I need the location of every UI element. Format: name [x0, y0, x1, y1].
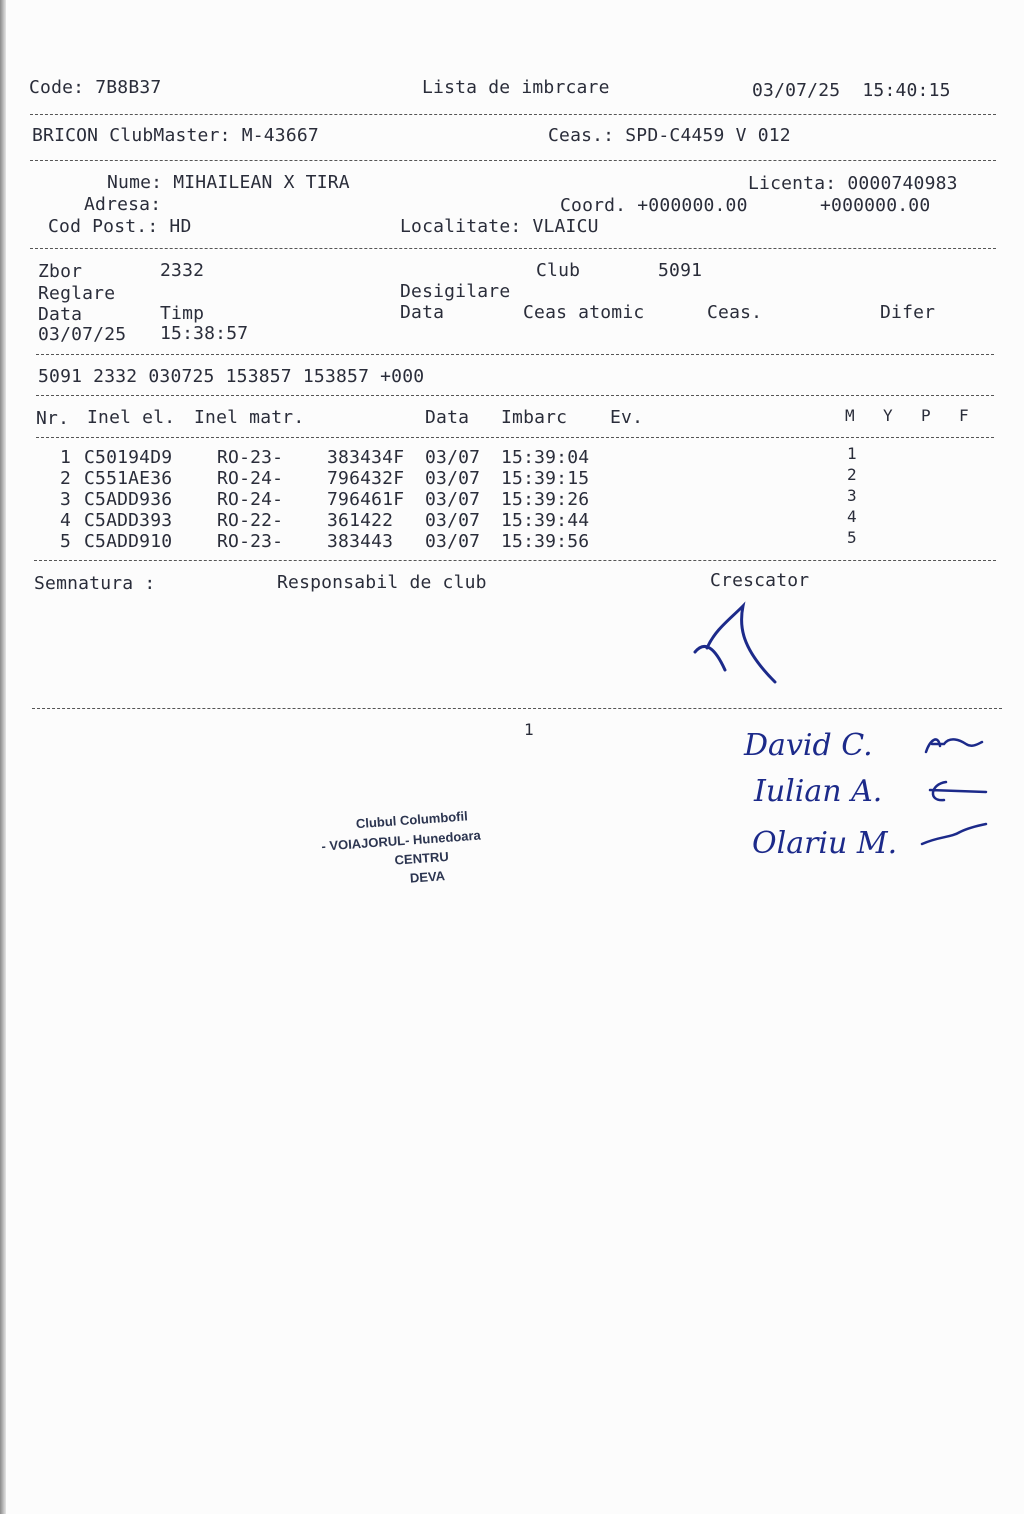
flight-number: 2332 — [160, 260, 205, 281]
row-inel-el: C50194D9 — [84, 447, 173, 468]
col-header-data: Data — [425, 407, 470, 428]
row-inel-matr: 361422 — [327, 510, 394, 531]
document-code: Code: 7B8B37 — [29, 77, 162, 98]
page-edge-shadow — [0, 0, 6, 1514]
row-nr: 3 — [60, 489, 72, 510]
document-title: Lista de imbrcare — [422, 77, 610, 98]
club-stamp — [319, 797, 545, 902]
row-data: 03/07 — [425, 531, 481, 552]
stamp-line: - VOIAJORUL- Hunedoara — [320, 827, 482, 854]
separator — [32, 708, 1002, 709]
handwritten-name: Olariu M. — [752, 826, 898, 861]
row-inel-matr: 383443 — [327, 531, 394, 552]
separator — [36, 354, 994, 355]
row-m: 2 — [847, 465, 857, 484]
separator — [36, 395, 994, 396]
address-label: Adresa: — [84, 194, 162, 215]
separator — [34, 560, 996, 561]
row-data: 03/07 — [425, 510, 481, 531]
clock-label: Ceas. — [707, 302, 763, 323]
breeder-signature — [685, 600, 785, 690]
col-header-inel-el: Inel el. — [87, 407, 176, 428]
row-data: 03/07 — [425, 489, 481, 510]
breeder-label: Crescator — [710, 570, 810, 591]
row-nr: 5 — [60, 531, 72, 552]
row-data: 03/07 — [425, 447, 481, 468]
club-number: 5091 — [658, 260, 703, 281]
row-prefix: RO-22- — [217, 510, 284, 531]
coordinates: Coord. +000000.00 — [560, 195, 748, 216]
row-time: 15:39:04 — [501, 447, 590, 468]
row-prefix: RO-23- — [217, 447, 284, 468]
owner-name: Nume: MIHAILEAN X TIRA — [107, 172, 350, 193]
stamp-line: DEVA — [409, 868, 446, 886]
atomic-clock-label: Ceas atomic — [523, 302, 645, 323]
row-inel-matr: 796432F — [327, 468, 405, 489]
separator — [36, 437, 994, 438]
row-time: 15:39:26 — [501, 489, 590, 510]
time-label: Timp — [160, 303, 205, 324]
separator — [30, 248, 996, 249]
row-nr: 4 — [60, 510, 72, 531]
page-number: 1 — [524, 720, 534, 739]
flight-label: Zbor — [38, 261, 83, 282]
col-header-nr: Nr. — [36, 408, 70, 429]
stamp-line: Clubul Columbofil — [355, 808, 469, 832]
print-datetime: 03/07/25 15:40:15 — [752, 80, 951, 101]
separator — [30, 114, 996, 115]
row-time: 15:39:56 — [501, 531, 590, 552]
unseal-data-label: Data — [400, 302, 445, 323]
row-m: 3 — [847, 486, 857, 505]
data-label: Data — [38, 304, 83, 325]
handwritten-name: David C. — [744, 728, 873, 763]
col-header-y: Y — [883, 406, 893, 425]
col-header-p: P — [921, 406, 931, 425]
row-inel-matr: 796461F — [327, 489, 405, 510]
signature-label: Semnatura : — [34, 573, 156, 594]
reglare-label: Reglare — [38, 283, 116, 304]
col-header-inel-matr: Inel matr. — [194, 407, 305, 428]
row-data: 03/07 — [425, 468, 481, 489]
row-m: 5 — [847, 528, 857, 547]
summary-line: 5091 2332 030725 153857 153857 +000 — [38, 366, 425, 387]
row-m: 4 — [847, 507, 857, 526]
difference-label: Difer — [880, 302, 936, 323]
setting-date: 03/07/25 — [38, 324, 127, 345]
setting-time: 15:38:57 — [160, 323, 249, 344]
row-prefix: RO-23- — [217, 531, 284, 552]
row-inel-matr: 383434F — [327, 447, 405, 468]
row-prefix: RO-24- — [217, 468, 284, 489]
licence-number: Licenta: 0000740983 — [748, 173, 958, 194]
clubmaster-id: BRICON ClubMaster: M-43667 — [32, 125, 319, 146]
row-inel-el: C5ADD910 — [84, 531, 173, 552]
separator — [30, 160, 996, 161]
row-nr: 2 — [60, 468, 72, 489]
coordinates-second: +000000.00 — [820, 195, 931, 216]
col-header-imbarc: Imbarc — [501, 407, 568, 428]
club-label: Club — [536, 260, 581, 281]
col-header-m: M — [845, 406, 855, 425]
club-responsible-label: Responsabil de club — [277, 572, 487, 593]
col-header-ev: Ev. — [610, 407, 644, 428]
row-inel-el: C5ADD393 — [84, 510, 173, 531]
clock-id: Ceas.: SPD-C4459 V 012 — [548, 125, 791, 146]
row-time: 15:39:44 — [501, 510, 590, 531]
postcode: Cod Post.: HD — [48, 216, 192, 237]
row-nr: 1 — [60, 447, 72, 468]
handwritten-initials — [920, 726, 990, 866]
row-m: 1 — [847, 444, 857, 463]
stamp-line: CENTRU — [394, 848, 450, 868]
row-inel-el: C551AE36 — [84, 468, 173, 489]
locality: Localitate: VLAICU — [400, 216, 599, 237]
row-prefix: RO-24- — [217, 489, 284, 510]
col-header-f: F — [959, 406, 969, 425]
handwritten-name: Iulian A. — [754, 774, 883, 809]
desigilare-label: Desigilare — [400, 281, 511, 302]
row-inel-el: C5ADD936 — [84, 489, 173, 510]
row-time: 15:39:15 — [501, 468, 590, 489]
